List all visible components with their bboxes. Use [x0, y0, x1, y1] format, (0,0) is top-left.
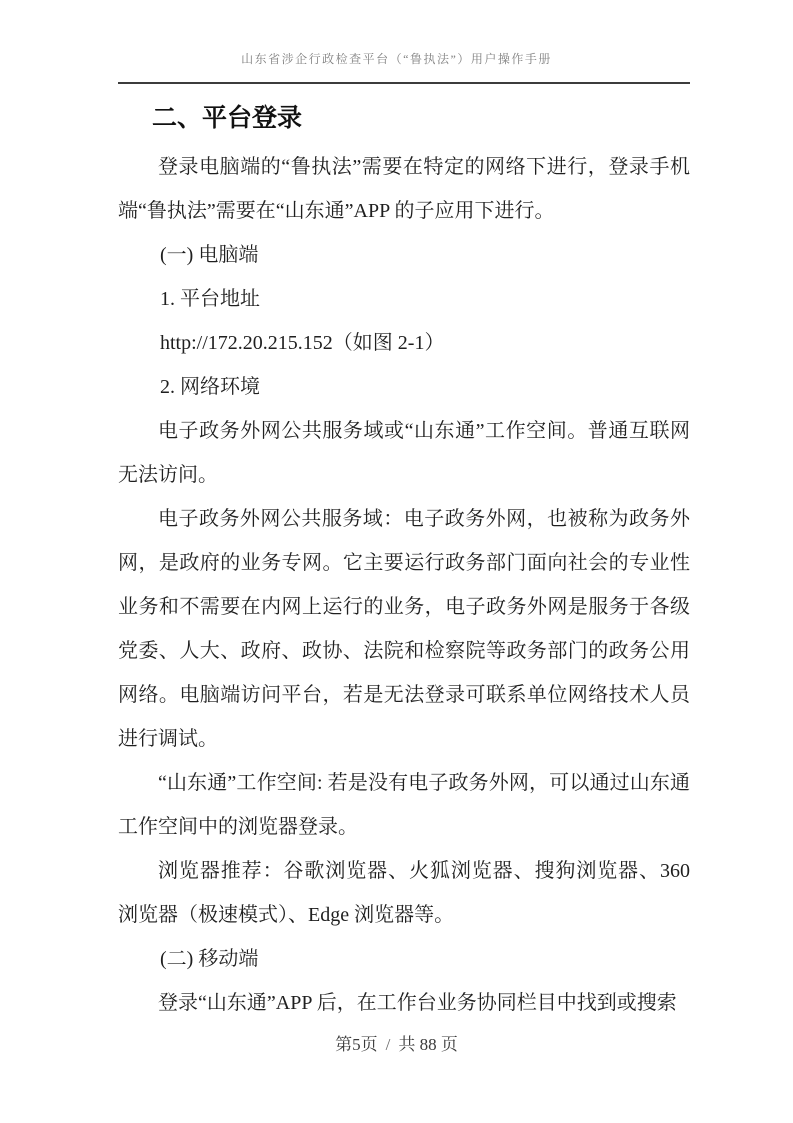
- page-footer: [0, 1032, 793, 1058]
- page-title: 二、平台登录: [152, 104, 303, 132]
- footer-total-pages: 共 88 页: [398, 1035, 458, 1054]
- body-paragraph: 登录电脑端的“鲁执法”需要在特定的网络下进行，登录手机端“鲁执法”需要在“山东通”APP 的子应用下进行。: [118, 156, 690, 222]
- list-item: 1. 平台地址: [160, 288, 260, 310]
- list-item: http://172.20.215.152（如图 2-1）: [160, 332, 445, 354]
- document-content: [118, 96, 690, 1025]
- list-item: 2. 网络环境: [160, 376, 260, 398]
- section-subheading: (二) 移动端: [160, 948, 259, 970]
- body-paragraph: 浏览器推荐：谷歌浏览器、火狐浏览器、搜狗浏览器、360 浏览器（极速模式）、Edge 浏览器等。: [118, 860, 690, 926]
- body-paragraph: 电子政务外网公共服务域或“山东通”工作空间。普通互联网无法访问。: [118, 420, 690, 486]
- footer-separator: /: [385, 1035, 391, 1054]
- header-divider: [118, 82, 690, 84]
- document-header: 山东省涉企行政检查平台（“鲁执法”）用户操作手册: [241, 52, 552, 66]
- body-paragraph: 登录“山东通”APP 后，在工作台业务协同栏目中找到或搜索: [158, 992, 677, 1014]
- footer-page-number: 第5页: [335, 1035, 378, 1054]
- section-subheading: (一) 电脑端: [160, 244, 259, 266]
- body-text-flow: [118, 145, 690, 1025]
- body-paragraph: 电子政务外网公共服务域：电子政务外网，也被称为政务外网，是政府的业务专网。它主要运行政务部门面向社会的专业性业务和不需要在内网上运行的业务，电子政务外网是服务于各级党委、人大、政府、政协、法院和检察院等政务部门的政务公用网络。电脑端访问平台，若是无法登录可联系单位网络技术人员进行调试。: [118, 508, 690, 750]
- body-paragraph: “山东通”工作空间: 若是没有电子政务外网，可以通过山东通工作空间中的浏览器登录。: [118, 772, 690, 838]
